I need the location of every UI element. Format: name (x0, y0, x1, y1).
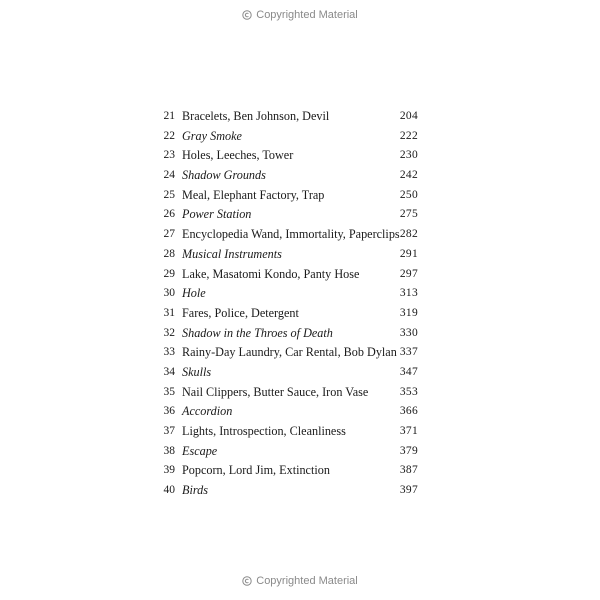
toc-entry (150, 284, 422, 304)
chapter-page-number: 337 (399, 346, 418, 359)
chapter-number: 37 (163, 425, 175, 437)
chapter-title: Shadow in the Throes of Death (182, 325, 333, 340)
copyright-icon (242, 10, 252, 20)
chapter-title: Birds (182, 483, 208, 498)
toc-entry (150, 442, 422, 462)
chapter-number: 40 (163, 484, 175, 497)
chapter-page-number: 282 (399, 228, 418, 241)
toc-entry (150, 363, 422, 383)
chapter-page-number: 387 (399, 464, 418, 477)
chapter-number: 39 (163, 464, 175, 477)
toc-entry (150, 107, 422, 127)
chapter-title: Lake, Masatomi Kondo, Panty Hose (182, 266, 360, 281)
chapter-number: 38 (163, 444, 175, 457)
chapter-page-number: 275 (399, 208, 418, 221)
chapter-title: Lights, Introspection, Cleanliness (182, 424, 346, 438)
chapter-number: 32 (163, 326, 175, 339)
chapter-page-number: 330 (399, 326, 418, 339)
toc-entry (150, 304, 422, 324)
chapter-page-number: 230 (399, 149, 418, 162)
toc-entry (150, 225, 422, 245)
chapter-title: Holes, Leeches, Tower (182, 148, 294, 163)
chapter-title: Bracelets, Ben Johnson, Devil (182, 109, 330, 123)
chapter-title: Hole (182, 286, 206, 301)
chapter-page-number: 371 (399, 425, 418, 437)
toc-entry (150, 166, 422, 186)
toc-entry (150, 186, 422, 206)
toc-entry (150, 422, 422, 442)
chapter-number: 25 (163, 188, 175, 201)
watermark-top (0, 9, 600, 21)
watermark-top-text: Copyrighted Material (256, 9, 358, 21)
table-of-contents (150, 107, 422, 501)
watermark-bottom-text: Copyrighted Material (256, 575, 358, 587)
chapter-page-number: 366 (399, 405, 418, 418)
chapter-number: 33 (163, 346, 175, 359)
toc-entry (150, 324, 422, 344)
toc-entry (150, 245, 422, 265)
chapter-number: 22 (163, 129, 175, 142)
chapter-title: Power Station (182, 207, 252, 222)
chapter-title: Popcorn, Lord Jim, Extinction (182, 463, 330, 478)
chapter-number: 21 (163, 110, 175, 122)
toc-entry (150, 265, 422, 285)
chapter-number: 30 (163, 287, 175, 300)
toc-entry (150, 127, 422, 147)
toc-entry (150, 461, 422, 481)
chapter-number: 29 (163, 267, 175, 280)
chapter-number: 28 (163, 247, 175, 260)
chapter-number: 36 (163, 405, 175, 418)
chapter-title: Shadow Grounds (182, 168, 266, 183)
copyright-icon (242, 576, 252, 586)
chapter-title: Meal, Elephant Factory, Trap (182, 187, 325, 202)
chapter-page-number: 347 (399, 365, 418, 378)
watermark-bottom (0, 575, 600, 587)
chapter-title: Musical Instruments (182, 246, 282, 261)
toc-entry (150, 402, 422, 422)
toc-entry (150, 383, 422, 403)
chapter-page-number: 204 (399, 110, 418, 122)
chapter-title: Escape (182, 443, 218, 458)
chapter-page-number: 291 (399, 247, 418, 260)
chapter-number: 26 (163, 208, 175, 221)
chapter-number: 24 (163, 169, 175, 182)
toc-entry (150, 343, 422, 363)
chapter-number: 35 (163, 385, 175, 398)
toc-entry (150, 205, 422, 225)
chapter-title: Rainy-Day Laundry, Car Rental, Bob Dylan (182, 345, 397, 360)
chapter-number: 34 (163, 365, 175, 378)
chapter-page-number: 297 (399, 267, 418, 280)
chapter-page-number: 250 (399, 188, 418, 201)
chapter-page-number: 353 (399, 385, 418, 398)
chapter-number: 27 (163, 228, 175, 241)
chapter-number: 23 (163, 149, 175, 162)
toc-entry (150, 146, 422, 166)
chapter-title: Fares, Police, Detergent (182, 305, 299, 320)
chapter-title: Skulls (182, 364, 212, 379)
chapter-title: Nail Clippers, Butter Sauce, Iron Vase (182, 384, 369, 399)
toc-entry (150, 481, 422, 501)
chapter-page-number: 397 (399, 484, 418, 497)
chapter-title: Accordion (182, 404, 233, 419)
chapter-number: 31 (163, 306, 175, 319)
chapter-title: Gray Smoke (182, 128, 242, 143)
chapter-page-number: 319 (399, 306, 418, 319)
chapter-page-number: 379 (399, 444, 418, 457)
chapter-title: Encyclopedia Wand, Immortality, Paperclips (182, 227, 400, 242)
chapter-page-number: 313 (399, 287, 418, 300)
chapter-page-number: 222 (399, 129, 418, 142)
chapter-page-number: 242 (399, 169, 418, 182)
